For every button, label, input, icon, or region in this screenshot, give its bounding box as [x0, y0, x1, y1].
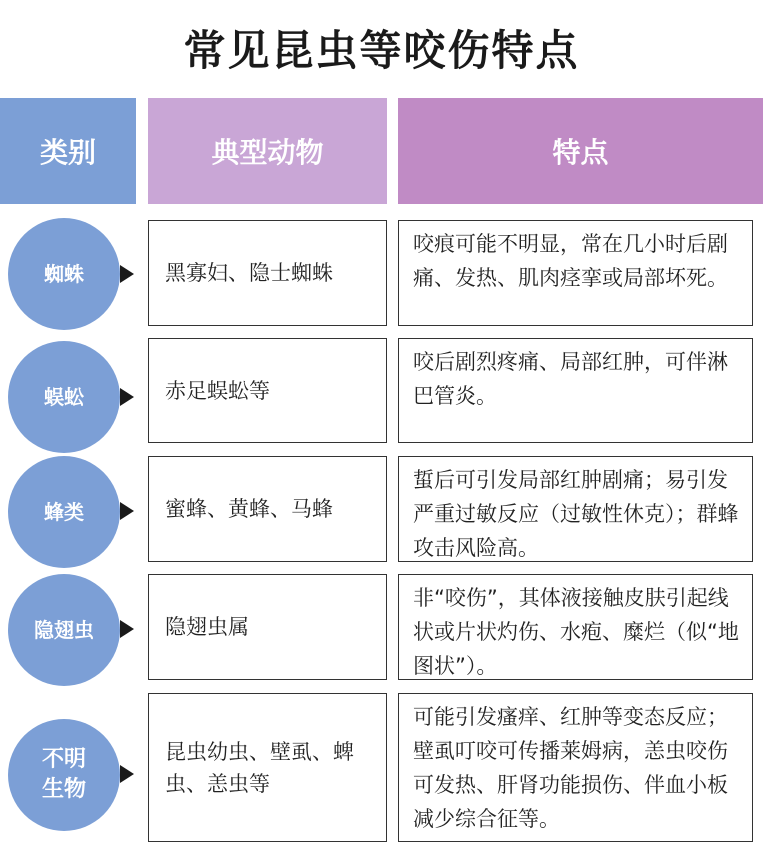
table-row: [0, 456, 763, 564]
arrow-right-icon: [120, 765, 134, 783]
table-row: [0, 338, 763, 444]
animal-cell: 赤足蜈蚣等: [148, 338, 387, 443]
category-circle: 不明 生物: [8, 719, 120, 831]
feature-cell: 咬痕可能不明显，常在几小时后剧痛、发热、肌肉痉挛或局部坏死。: [398, 220, 753, 326]
animal-cell: 隐翅虫属: [148, 574, 387, 680]
feature-cell: 咬后剧烈疼痛、局部红肿，可伴淋巴管炎。: [398, 338, 753, 443]
header-category: 类别: [0, 98, 136, 204]
category-circle: 隐翅虫: [8, 574, 120, 686]
feature-cell: 可能引发瘙痒、红肿等变态反应；壁虱叮咬可传播莱姆病，恙虫咬伤可发热、肝肾功能损伤、伴血小板减少综合征等。: [398, 693, 753, 842]
category-circle: 蜈蚣: [8, 341, 120, 453]
arrow-right-icon: [120, 388, 134, 406]
table-row: [0, 693, 763, 843]
arrow-right-icon: [120, 502, 134, 520]
feature-cell: 非“咬伤”，其体液接触皮肤引起线状或片状灼伤、水疱、糜烂（似“地图状”）。: [398, 574, 753, 680]
header-feature: 特点: [398, 98, 763, 204]
category-circle: 蜘蛛: [8, 218, 120, 330]
animal-cell: 昆虫幼虫、壁虱、蜱虫、恙虫等: [148, 693, 387, 842]
arrow-right-icon: [120, 620, 134, 638]
arrow-right-icon: [120, 265, 134, 283]
animal-cell: 黑寡妇、隐士蜘蛛: [148, 220, 387, 326]
page-title: 常见昆虫等咬伤特点: [183, 26, 580, 75]
header-typical-animal: 典型动物: [148, 98, 387, 204]
category-circle: 蜂类: [8, 456, 120, 568]
feature-cell: 蜇后可引发局部红肿剧痛；易引发严重过敏反应（过敏性休克）；群蜂攻击风险高。: [398, 456, 753, 562]
table-row: [0, 574, 763, 682]
table-row: [0, 220, 763, 328]
animal-cell: 蜜蜂、黄蜂、马蜂: [148, 456, 387, 562]
